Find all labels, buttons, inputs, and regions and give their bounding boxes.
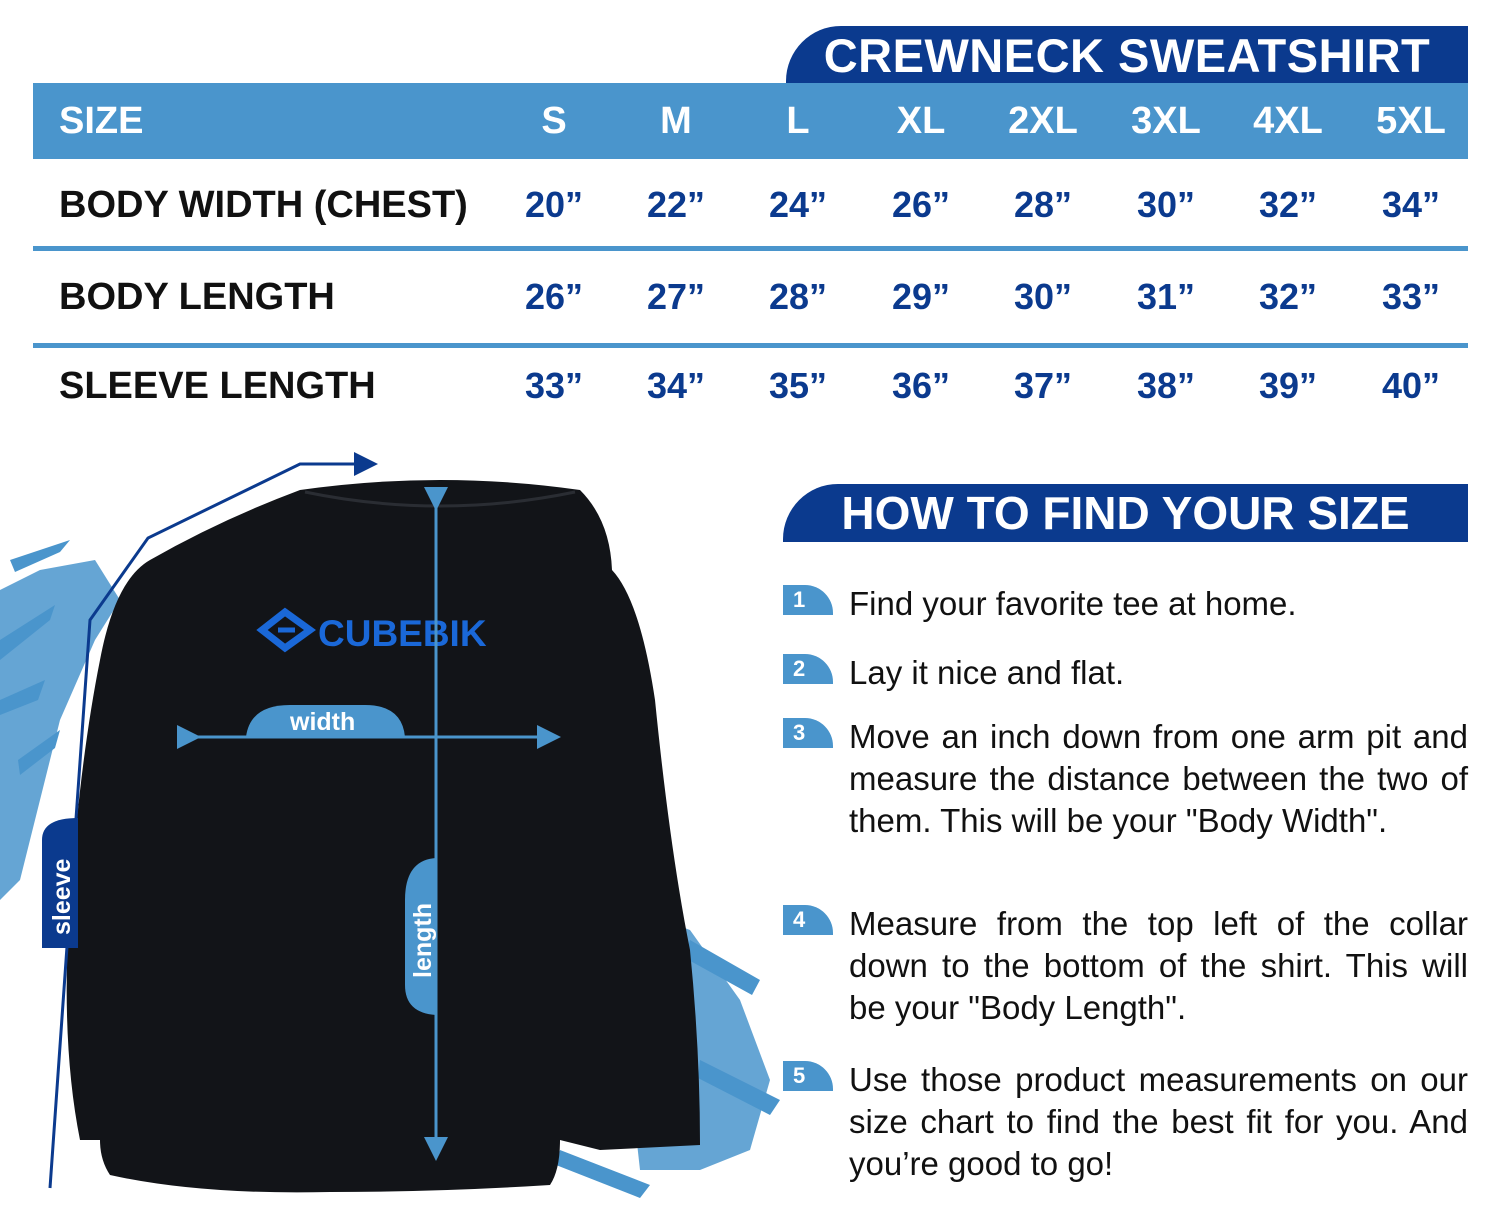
table-cell: 40” (1381, 365, 1441, 406)
length-label: length (409, 903, 437, 978)
table-cell: 27” (646, 276, 706, 317)
how-to-title: HOW TO FIND YOUR SIZE (783, 484, 1468, 542)
table-cell: 30” (1136, 184, 1196, 225)
table-cell: 28” (768, 276, 828, 317)
table-cell: 29” (891, 276, 951, 317)
table-cell: 22” (646, 184, 706, 225)
table-row-sleeve-length (33, 346, 1468, 426)
table-cell: 24” (768, 184, 828, 225)
size-header-label: SIZE (59, 99, 144, 142)
table-cell: 32” (1258, 184, 1318, 225)
row-label: BODY WIDTH (CHEST) (59, 183, 468, 226)
table-cell: 33” (524, 365, 584, 406)
size-col-header: 4XL (1253, 99, 1323, 142)
size-header-row (33, 83, 1468, 159)
table-cell: 34” (1381, 184, 1441, 225)
row-divider (33, 246, 1468, 251)
sweatshirt-diagram (0, 440, 790, 1221)
step-text: Lay it nice and flat. (849, 654, 1125, 691)
table-cell: 34” (646, 365, 706, 406)
table-cell: 26” (891, 184, 951, 225)
width-label: width (290, 708, 356, 736)
size-col-header: XL (896, 99, 946, 142)
chart-title: CREWNECK SWEATSHIRT (786, 26, 1468, 84)
table-cell: 39” (1258, 365, 1318, 406)
brand-name: CUBEBIK (318, 613, 487, 654)
table-row-body-width (33, 165, 1468, 245)
table-cell: 32” (1258, 276, 1318, 317)
table-cell: 20” (524, 184, 584, 225)
step-number: 5 (783, 1061, 833, 1091)
step-text: Measure from the top left of the collar down to the bottom of the shirt. This will be your "Body Length". (849, 905, 1468, 1026)
table-cell: 31” (1136, 276, 1196, 317)
table-cell: 30” (1013, 276, 1073, 317)
table-cell: 33” (1381, 276, 1441, 317)
size-col-header: S (541, 99, 567, 142)
table-cell: 37” (1013, 365, 1073, 406)
step-number: 4 (783, 905, 833, 935)
table-row-body-length (33, 257, 1468, 337)
step-number: 3 (783, 718, 833, 748)
step-number: 1 (783, 585, 833, 615)
step-text: Find your favorite tee at home. (849, 585, 1297, 622)
sweatshirt-shape (67, 480, 700, 1192)
table-cell: 35” (768, 365, 828, 406)
sleeve-label: sleeve (48, 858, 76, 935)
step-text: Move an inch down from one arm pit and measure the distance between the two of them. This will be your "Body Width". (849, 718, 1468, 839)
size-col-header: 5XL (1376, 99, 1446, 142)
table-cell: 38” (1136, 365, 1196, 406)
size-col-header: 2XL (1008, 99, 1078, 142)
size-col-header: M (660, 99, 692, 142)
step-number: 2 (783, 654, 833, 684)
size-col-header: L (786, 99, 810, 142)
row-label: SLEEVE LENGTH (59, 364, 376, 407)
step-text: Use those product measurements on our size chart to find the best fit for you. And you’re good to go! (849, 1061, 1468, 1182)
table-cell: 36” (891, 365, 951, 406)
row-label: BODY LENGTH (59, 275, 335, 318)
table-cell: 28” (1013, 184, 1073, 225)
table-cell: 26” (524, 276, 584, 317)
size-col-header: 3XL (1131, 99, 1201, 142)
